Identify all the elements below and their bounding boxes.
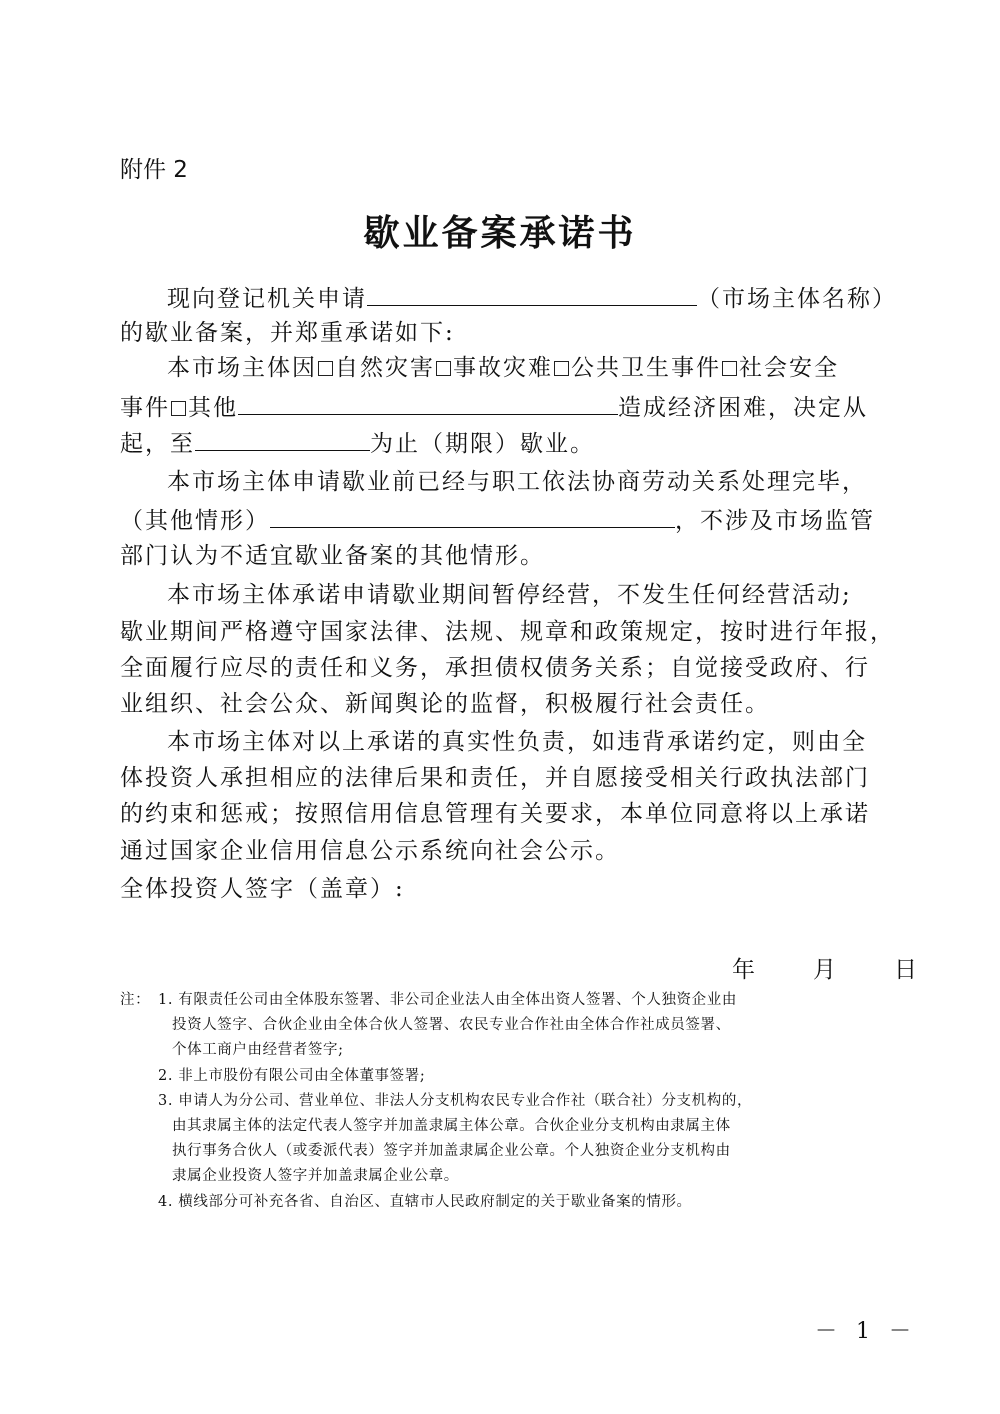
labor-line-1: 本市场主体申请歇业前已经与职工依法协商劳动关系处理完毕， — [167, 469, 867, 495]
reasons-line-1 — [167, 353, 839, 383]
notes-lead: 注： — [120, 992, 151, 1008]
intro-suffix: （市场主体名称） — [697, 286, 897, 312]
suspend-line-2: 歇业期间严格遵守国家法律、法规、规章和政策规定，按时进行年报， — [120, 619, 895, 645]
intro-line-2: 的歇业备案，并郑重承诺如下: — [120, 320, 455, 346]
truth-line-1: 本市场主体对以上承诺的真实性负责，如违背承诺约定，则由全 — [167, 729, 867, 755]
checkbox-social-security[interactable] — [722, 361, 737, 376]
suspend-line-4: 业组织、社会公众、新闻舆论的监督，积极履行社会责任。 — [120, 691, 770, 717]
labor-line-3: 部门认为不适宜歇业备案的其他情形。 — [120, 543, 545, 569]
note-1-line-1: 1. 有限责任公司由全体股东签署、非公司企业法人由全体出资人签署、个人独资企业由 — [158, 992, 737, 1008]
checkbox-public-health[interactable] — [554, 361, 569, 376]
signature-date — [732, 955, 917, 985]
note-3-line-4: 隶属企业投资人签字并加盖隶属企业公章。 — [172, 1168, 459, 1184]
labor-other-label: （其他情形） — [120, 508, 270, 534]
reason-public-health: 公共卫生事件 — [571, 355, 721, 381]
page-number: － 1 － — [815, 1319, 917, 1344]
note-1-line-3: 个体工商户由经营者签字; — [172, 1042, 344, 1058]
note-3-line-2: 由其隶属主体的法定代表人签字并加盖隶属主体公章。合伙企业分支机构由隶属主体 — [172, 1118, 731, 1134]
reasons-after-other: 造成经济困难，决定从 — [618, 395, 868, 421]
date-day: 日 — [894, 957, 917, 983]
reason-natural-disaster: 自然灾害 — [335, 355, 435, 381]
other-circumstance-blank[interactable] — [270, 505, 675, 528]
reasons-period: 为止（期限）歇业。 — [370, 431, 595, 457]
reason-other: 其他 — [188, 395, 238, 421]
note-3-line-3: 执行事务合伙人（或委派代表）签字并加盖隶属企业公章。个人独资企业分支机构由 — [172, 1143, 731, 1159]
signature-label: 全体投资人签字（盖章）: — [120, 876, 405, 902]
labor-line-2 — [120, 505, 875, 536]
suspend-line-1: 本市场主体承诺申请歇业期间暂停经营，不发生任何经营活动; — [167, 582, 852, 608]
document-title: 歇业备案承诺书 — [363, 213, 637, 254]
attachment-label: 附件 2 — [120, 157, 188, 183]
end-date-blank[interactable] — [195, 428, 370, 451]
intro-prefix: 现向登记机关申请 — [167, 286, 367, 312]
checkbox-natural-disaster[interactable] — [318, 361, 333, 376]
reason-accident-disaster: 事故灾难 — [453, 355, 553, 381]
truth-line-4: 通过国家企业信用信息公示系统向社会公示。 — [120, 838, 620, 864]
note-2: 2. 非上市股份有限公司由全体董事签署; — [158, 1068, 426, 1084]
reason-social-security-cont: 事件 — [120, 395, 170, 421]
date-month: 月 — [813, 957, 836, 983]
truth-line-3: 的约束和惩戒；按照信用信息管理有关要求，本单位同意将以上承诺 — [120, 801, 870, 827]
suspend-line-3: 全面履行应尽的责任和义务，承担债权债务关系；自觉接受政府、行 — [120, 655, 870, 681]
labor-line-2-suffix: ，不涉及市场监管 — [675, 508, 875, 534]
truth-line-2: 体投资人承担相应的法律后果和责任，并自愿接受相关行政执法部门 — [120, 765, 870, 791]
date-year: 年 — [732, 957, 755, 983]
entity-name-blank[interactable] — [367, 283, 697, 306]
other-reason-blank[interactable] — [238, 392, 618, 415]
reasons-line-3 — [120, 428, 595, 459]
checkbox-accident-disaster[interactable] — [436, 361, 451, 376]
reason-social-security: 社会安全 — [739, 355, 839, 381]
note-3-line-1: 3. 申请人为分公司、营业单位、非法人分支机构农民专业合作社（联合社）分支机构的， — [158, 1093, 753, 1109]
note-1-line-2: 投资人签字、合伙企业由全体合伙人签署、农民专业合作社由全体合作社成员签署、 — [172, 1017, 731, 1033]
intro-line-1 — [167, 283, 897, 314]
reasons-prefix: 本市场主体因 — [167, 355, 317, 381]
note-4: 4. 横线部分可补充各省、自治区、直辖市人民政府制定的关于歇业备案的情形。 — [158, 1194, 692, 1210]
reasons-until: 起，至 — [120, 431, 195, 457]
reasons-line-2 — [120, 392, 868, 423]
checkbox-other[interactable] — [171, 401, 186, 416]
